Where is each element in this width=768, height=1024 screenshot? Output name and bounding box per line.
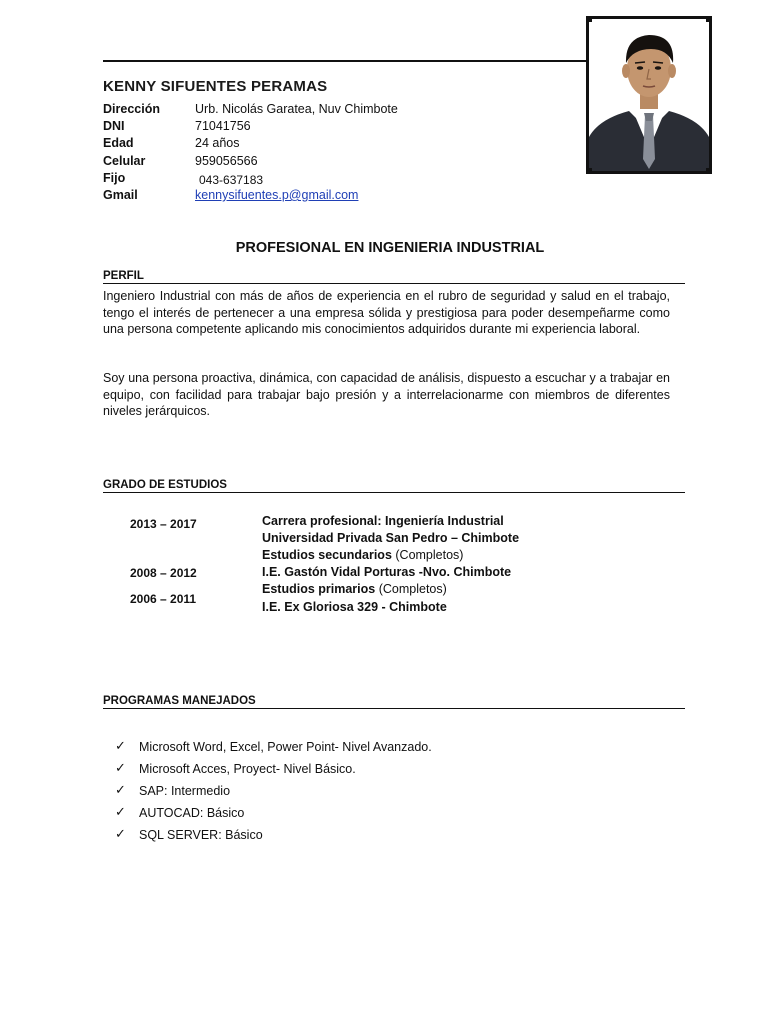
profile-photo-illustration [589,19,709,171]
address-label: Dirección [103,102,160,116]
education-secondary [262,548,463,562]
email-label: Gmail [103,188,138,202]
education-primary-status: (Completos) [375,582,447,596]
program-item: AUTOCAD: Básico [139,806,245,820]
education-secondary-school: I.E. Gastón Vidal Porturas -Nvo. Chimbote [262,565,512,579]
checkmark-icon: ✓ [115,804,126,819]
top-rule [103,60,590,62]
education-primary-school: I.E. Ex Gloriosa 329 - Chimbote [262,600,447,614]
program-item: SQL SERVER: Básico [139,828,263,842]
program-item: SAP: Intermedio [139,784,231,798]
age-label: Edad [103,136,134,150]
education-year-range: 2013 – 2017 [130,517,197,531]
education-career: Carrera profesional: Ingeniería Industrial [262,514,504,528]
program-item: Microsoft Acces, Proyect- Nivel Básico. [139,762,356,776]
education-year-range: 2006 – 2011 [130,592,197,606]
dni-label: DNI [103,119,125,133]
address-value: Urb. Nicolás Garatea, Nuv Chimbote [195,102,398,116]
checkmark-icon: ✓ [115,738,126,753]
education-university: Universidad Privada San Pedro – Chimbote [262,531,520,545]
education-secondary-status: (Completos) [391,548,464,562]
program-item: Microsoft Word, Excel, Power Point- Nivel Avanzado. [139,740,432,754]
photo-corner [586,16,592,22]
section-title-perfil: PERFIL [103,270,685,284]
mobile-label: Celular [103,154,146,168]
perfil-paragraph-1: Ingeniero Industrial con más de años de experiencia en el rubro de seguridad y salud en el trabajo, tengo el interés de pertenecer a una empresa sólida y prestigiosa para poder desempeñarme como una persona competente aplicando mis conocimientos adquiridos durante mi experiencia laboral. [103,289,670,336]
email-link[interactable]: kennysifuentes.p@gmail.com [195,188,359,202]
checkmark-icon: ✓ [115,782,126,797]
photo-corner [586,168,592,174]
education-primary [262,582,447,596]
landline-label: Fijo [103,171,126,185]
mobile-value: 959056566 [195,154,258,168]
photo-corner [706,16,712,22]
professional-headline: PROFESIONAL EN INGENIERIA INDUSTRIAL [235,240,545,256]
education-secondary-label: Estudios secundarios [262,548,392,562]
perfil-paragraph-2: Soy una persona proactiva, dinámica, con capacidad de análisis, dispuesto a escuchar y a trabajar en equipo, con facilidad para trabajar bajo presión y a interrelacionarme con miembros de diferentes niveles jerárquicos. [103,371,670,418]
education-year-range: 2008 – 2012 [130,566,197,580]
landline-value: 043-637183 [199,173,264,187]
candidate-name: KENNY SIFUENTES PERAMAS [103,78,328,95]
education-primary-label: Estudios primarios [262,582,376,596]
section-title-programas: PROGRAMAS MANEJADOS [103,695,685,709]
checkmark-icon: ✓ [115,826,126,841]
age-value: 24 años [195,136,240,150]
profile-photo [586,16,712,174]
section-title-estudios: GRADO DE ESTUDIOS [103,479,685,493]
dni-value: 71041756 [195,119,251,133]
checkmark-icon: ✓ [115,760,126,775]
photo-corner [706,168,712,174]
